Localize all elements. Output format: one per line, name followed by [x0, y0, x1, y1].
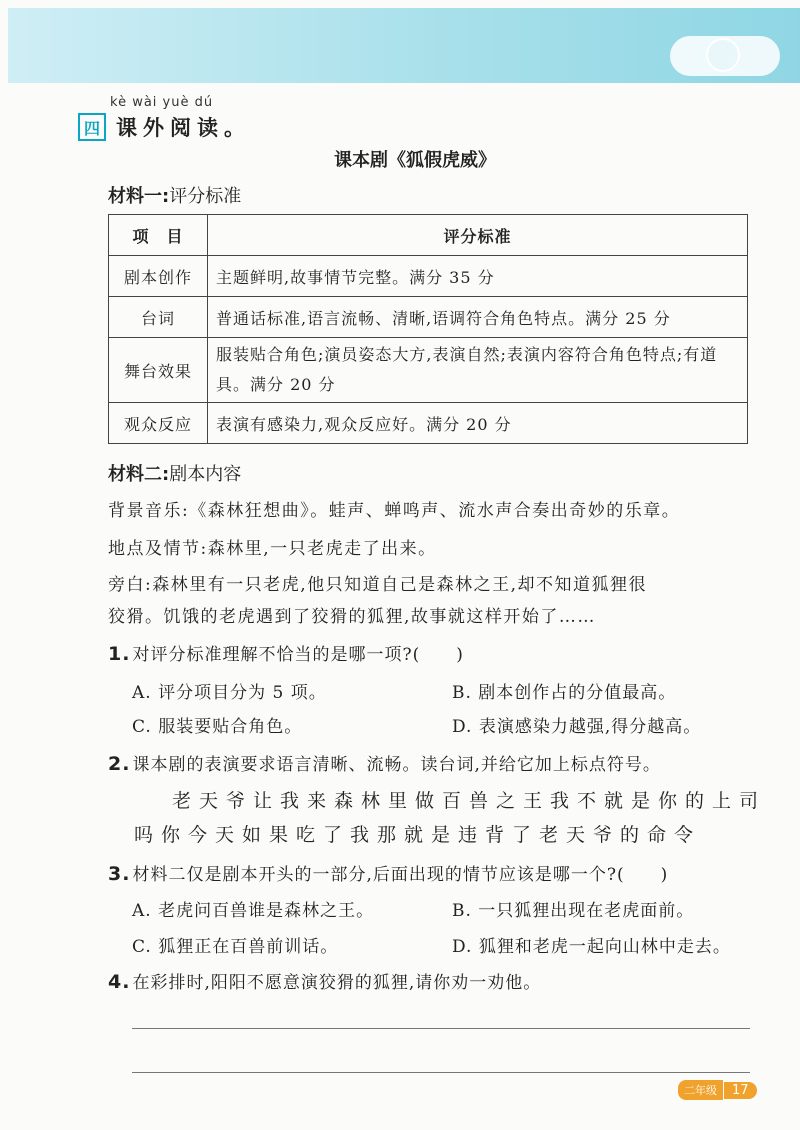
table-cell-item: 观众反应	[109, 403, 208, 444]
table-cell-criteria: 主题鲜明,故事情节完整。满分 35 分	[208, 256, 748, 297]
question-1	[108, 640, 464, 665]
table-cell-item: 剧本创作	[109, 256, 208, 297]
table-row	[109, 256, 748, 297]
section-header	[78, 95, 251, 142]
question-number: 1.	[108, 643, 131, 665]
material2-label-bold: 材料二:	[108, 464, 170, 485]
question-2	[108, 750, 661, 775]
dialog-line: 老天爷让我来森林里做百兽之王我不就是你的上司	[172, 790, 767, 812]
material2-label	[108, 460, 241, 486]
script-line: 旁白:森林里有一只老虎,他只知道自己是森林之王,却不知道狐狸很	[108, 575, 648, 595]
table-cell-item: 台词	[109, 297, 208, 338]
table-cell-criteria: 普通话标准,语言流畅、清晰,语调符合角色特点。满分 25 分	[208, 297, 748, 338]
page-badge	[678, 1080, 757, 1100]
question-text: 材料二仅是剧本开头的一部分,后面出现的情节应该是哪一个?( )	[132, 865, 669, 885]
section-number: 四	[78, 113, 106, 141]
question-text: 在彩排时,阳阳不愿意演狡猾的狐狸,请你劝一劝他。	[132, 973, 542, 993]
option-c[interactable]: C. 狐狸正在百兽前训话。	[132, 937, 339, 957]
script-line: 背景音乐:《森林狂想曲》。蛙声、蝉鸣声、流水声合奏出奇妙的乐章。	[108, 501, 681, 521]
question-number: 2.	[108, 753, 131, 775]
question-text: 课本剧的表演要求语言清晰、流畅。读台词,并给它加上标点符号。	[132, 755, 661, 775]
sun-decoration	[706, 38, 740, 72]
option-d[interactable]: D. 表演感染力越强,得分越高。	[452, 717, 702, 737]
dialog-line: 吗你今天如果吃了我那就是违背了老天爷的命令	[134, 824, 702, 846]
material2-label-rest: 剧本内容	[169, 464, 242, 485]
material1-label	[108, 182, 241, 208]
grade-label: 二年级	[678, 1080, 723, 1100]
option-b[interactable]: B. 剧本创作占的分值最高。	[452, 683, 677, 703]
material1-label-rest: 评分标准	[169, 186, 242, 207]
table-header-row	[109, 215, 748, 256]
header-banner	[8, 8, 800, 83]
table-row	[109, 403, 748, 444]
answer-line[interactable]	[132, 1028, 750, 1029]
script-line: 地点及情节:森林里,一只老虎走了出来。	[108, 539, 437, 559]
play-title: 课本剧《狐假虎威》	[334, 150, 496, 171]
table-header-item: 项 目	[109, 215, 208, 256]
criteria-table	[108, 214, 748, 444]
option-a[interactable]: A. 评分项目分为 5 项。	[132, 683, 327, 703]
question-text: 对评分标准理解不恰当的是哪一项?( )	[132, 645, 464, 665]
answer-line[interactable]	[132, 1072, 750, 1073]
option-d[interactable]: D. 狐狸和老虎一起向山林中走去。	[452, 937, 731, 957]
material1-label-bold: 材料一:	[108, 186, 170, 207]
script-line: 狡猾。饥饿的老虎遇到了狡猾的狐狸,故事就这样开始了……	[108, 607, 596, 627]
question-3	[108, 860, 668, 885]
table-cell-criteria: 服装贴合角色;演员姿态大方,表演自然;表演内容符合角色特点;有道具。满分 20 分	[208, 338, 748, 403]
question-4	[108, 968, 541, 993]
section-pinyin: kè wài yuè dú	[110, 95, 214, 110]
option-b[interactable]: B. 一只狐狸出现在老虎面前。	[452, 901, 695, 921]
section-title: 课外阅读。	[116, 116, 251, 140]
option-c[interactable]: C. 服装要贴合角色。	[132, 717, 303, 737]
table-row	[109, 297, 748, 338]
page-number: 17	[724, 1082, 757, 1099]
table-cell-criteria: 表演有感染力,观众反应好。满分 20 分	[208, 403, 748, 444]
table-cell-item: 舞台效果	[109, 338, 208, 403]
question-number: 3.	[108, 863, 131, 885]
question-number: 4.	[108, 971, 131, 993]
table-header-criteria: 评分标准	[208, 215, 748, 256]
table-row	[109, 338, 748, 403]
option-a[interactable]: A. 老虎问百兽谁是森林之王。	[132, 901, 375, 921]
